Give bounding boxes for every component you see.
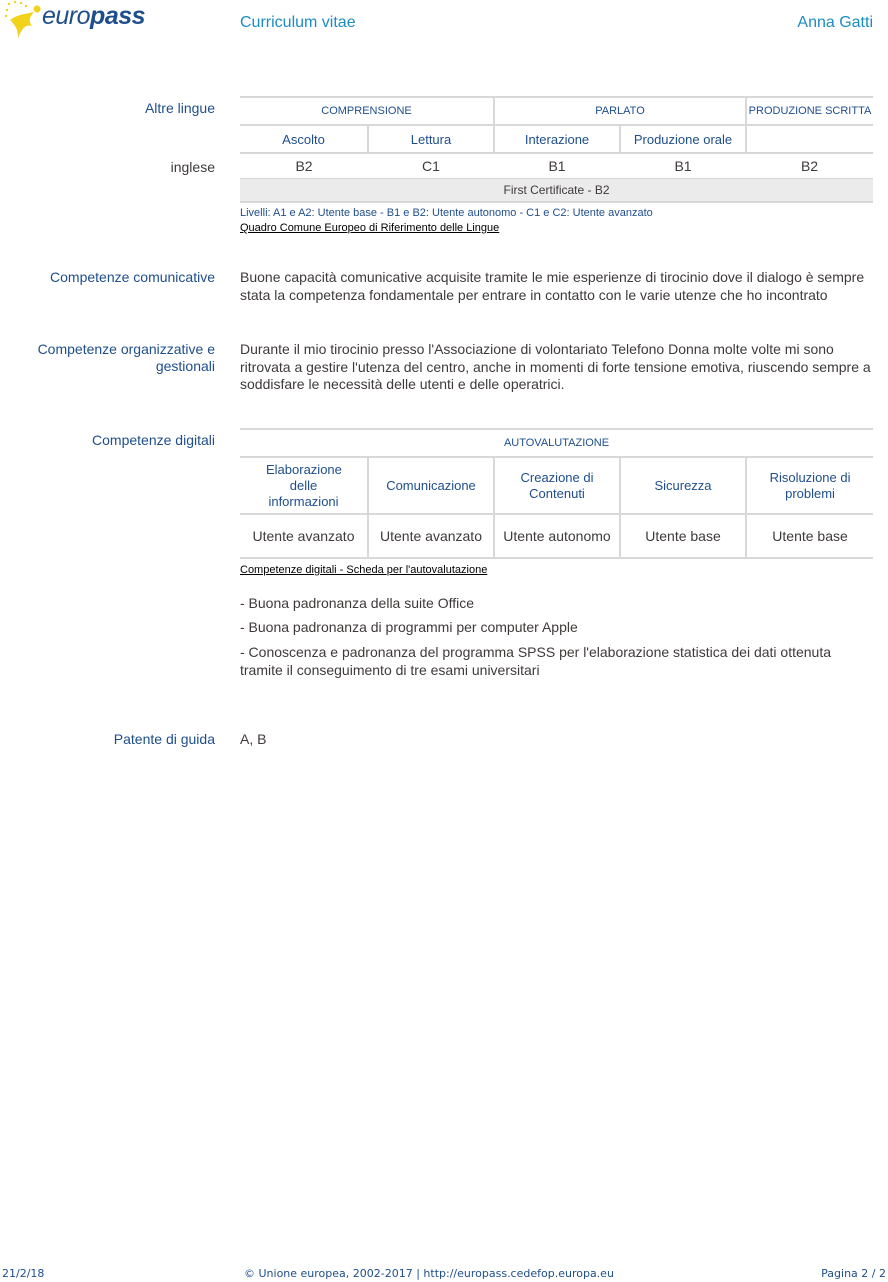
footer-copyright: © Unione europea, 2002-2017 | http://europass.cedefop.europa.eu bbox=[244, 1267, 614, 1280]
cv-person-name: Anna Gatti bbox=[797, 14, 873, 31]
organisational-label-line2: gestionali bbox=[155, 358, 215, 374]
digital-col-communication: Comunicazione bbox=[368, 457, 494, 514]
cefr-link[interactable]: Quadro Comune Europeo di Riferimento delle Lingue bbox=[240, 222, 500, 234]
digital-bullet: - Buona padronanza della suite Office bbox=[240, 595, 475, 611]
cv-title: Curriculum vitae bbox=[240, 14, 356, 31]
subheader-interaction: Interazione bbox=[494, 125, 620, 153]
certificate: First Certificate - B2 bbox=[240, 179, 873, 203]
level-reading: C1 bbox=[368, 153, 494, 179]
digital-col-problem-solving: Risoluzione di problemi bbox=[746, 457, 873, 514]
language-name: inglese bbox=[170, 159, 215, 175]
digital-col-content: Creazione di Contenuti bbox=[494, 457, 620, 514]
header-comprension: COMPRENSIONE bbox=[240, 97, 494, 125]
header-writing: PRODUZIONE SCRITTA bbox=[746, 97, 873, 125]
logo-text-euro: euro bbox=[42, 2, 91, 30]
digital-label: Competenze digitali bbox=[92, 432, 215, 448]
digital-level-communication: Utente avanzato bbox=[368, 514, 494, 558]
digital-level-content: Utente autonomo bbox=[494, 514, 620, 558]
subheader-oral-production: Produzione orale bbox=[620, 125, 746, 153]
subheader-listening: Ascolto bbox=[240, 125, 368, 153]
level-listening: B2 bbox=[240, 153, 368, 179]
organisational-label bbox=[38, 341, 215, 375]
digital-bullet: - Buona padronanza di programmi per computer Apple bbox=[240, 619, 578, 635]
digital-table bbox=[240, 428, 873, 559]
footer-date: 21/2/18 bbox=[2, 1267, 45, 1280]
communication-text: Buone capacità comunicative acquisite tramite le mie esperienze di tirocinio dove il dialogo è sempre stata la competenza fondamentale per entrare in contatto con le varie utenze che ho incontrato bbox=[240, 269, 865, 303]
driving-value: A, B bbox=[240, 731, 267, 747]
europass-logo bbox=[4, 0, 144, 42]
organisational-text: Durante il mio tirocinio presso l'Associazione di volontariato Telefono Donna molte volte mi sono ritrovata a gestire l'utenza del centro, anche in momenti di forte tensione emotiva, riuscendo sempre a soddisfare le necessità delle utenti e delle operatrici. bbox=[240, 341, 871, 392]
subheader-writing-empty bbox=[746, 125, 873, 153]
communication-label: Competenze comunicative bbox=[50, 269, 215, 285]
header-speaking: PARLATO bbox=[494, 97, 746, 125]
digital-self-assessment-link[interactable]: Competenze digitali - Scheda per l'autovalutazione bbox=[240, 564, 488, 576]
level-oral-production: B1 bbox=[620, 153, 746, 179]
driving-label: Patente di guida bbox=[113, 731, 215, 747]
level-interaction: B1 bbox=[494, 153, 620, 179]
logo-text-pass: pass bbox=[90, 2, 146, 30]
footer-page-number: Pagina 2 / 2 bbox=[821, 1267, 886, 1280]
language-table bbox=[240, 96, 873, 203]
digital-bullet: - Conoscenza e padronanza del programma SPSS per l'elaborazione statistica dei dati ottenuta tramite il conseguimento di tre esami universitari bbox=[240, 644, 832, 678]
levels-note: Livelli: A1 e A2: Utente base - B1 e B2: Utente autonomo - C1 e C2: Utente avanzato bbox=[240, 207, 653, 219]
digital-col-safety: Sicurezza bbox=[620, 457, 746, 514]
digital-col-information: Elaborazione delle informazioni bbox=[240, 457, 368, 514]
level-writing: B2 bbox=[746, 153, 873, 179]
digital-header: AUTOVALUTAZIONE bbox=[240, 429, 873, 457]
digital-level-information: Utente avanzato bbox=[240, 514, 368, 558]
languages-label: Altre lingue bbox=[144, 100, 215, 116]
subheader-reading: Lettura bbox=[368, 125, 494, 153]
organisational-label-line1: Competenze organizzative e bbox=[37, 341, 215, 357]
digital-level-safety: Utente base bbox=[620, 514, 746, 558]
digital-level-problem-solving: Utente base bbox=[746, 514, 873, 558]
